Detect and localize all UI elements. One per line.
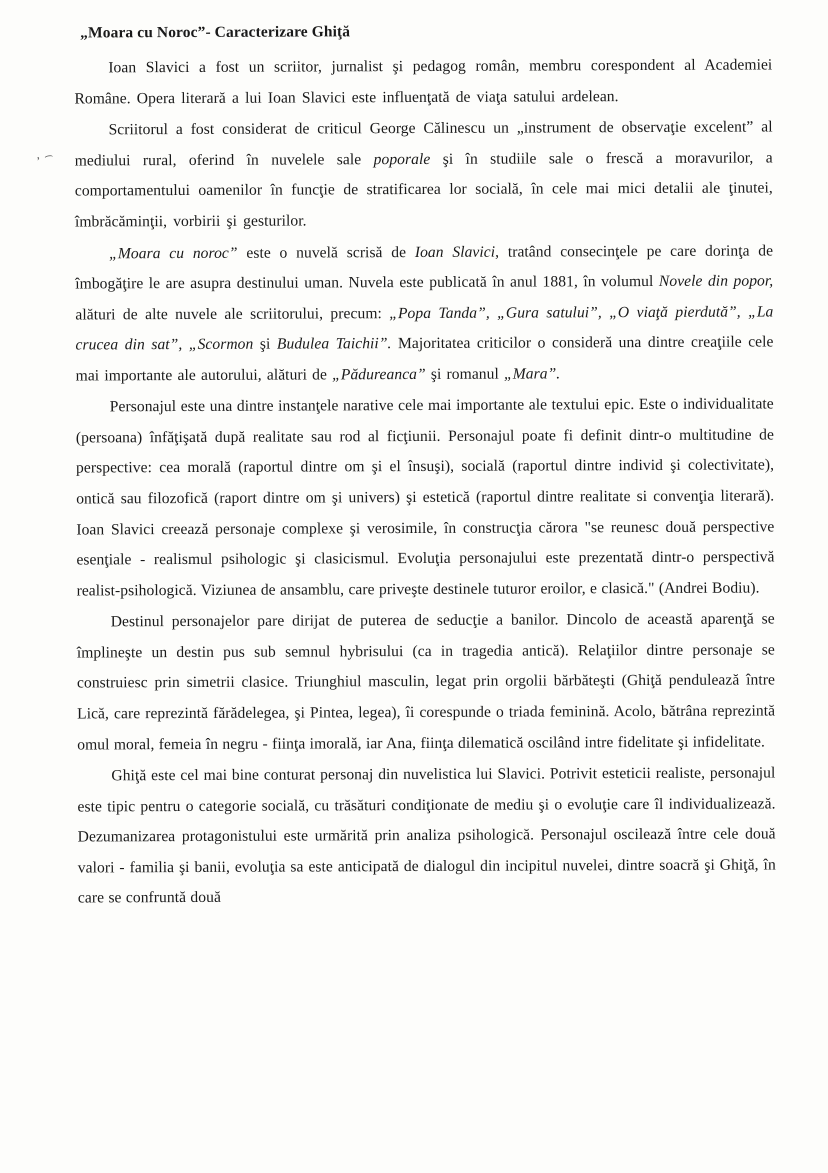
emphasized-text: „Mara”. — [503, 365, 561, 383]
emphasized-text: Novele din popor, — [658, 272, 774, 291]
text-run: Destinul personajelor pare dirijat de puterea de seducţie a banilor. Dincolo de această aparenţă se împlineşte un destin pus sub semnul hybrisului (ca in tragedia antică). Relaţiilor dintre personaje se construiesc prin simetrii clasice. Triunghiul masculin, legat prin orgolii bărbăteşti (Ghiţă pendulează între Lică, care reprezintă fărădelegea, şi Pintea, legea), îi corespunde o triada feminină. Acolo, bătrâna reprezintă omul moral, femeia în negru - fiinţa imorală, iar Ana, fiinţa dilematică oscilând intre fidelitate şi infidelitate. — [76, 610, 776, 753]
margin-stray-mark: ʼ ͡ — [35, 152, 49, 169]
text-run: alături de alte nuvele ale scriitorului, precum: — [75, 304, 390, 324]
text-run: Majoritatea criticilor o consideră una dintre creaţiile cele mai importante ale autorului, alături de — [75, 333, 774, 385]
paragraph-calinescu — [75, 113, 774, 238]
emphasized-text: „Popa Tanda”, „Gura satului”, „O viaţă pierdută”, „La crucea din sat”, „Scormon — [75, 303, 774, 354]
text-run: şi romanul — [425, 365, 505, 383]
emphasized-text: „Pădureanca” — [332, 365, 426, 384]
page-title: „Moara cu Noroc”- Caracterizare Ghiţă — [80, 23, 351, 42]
paragraph-personaj — [76, 390, 775, 607]
paragraph-ghita — [77, 759, 776, 915]
text-run: şi — [253, 335, 277, 353]
paragraph-intro — [74, 51, 772, 115]
emphasized-text: „Moara cu noroc” — [109, 244, 238, 262]
emphasized-text: Ioan Slavici — [414, 243, 496, 261]
paragraph-nuvela — [75, 236, 774, 392]
text-run: Personajul este una dintre instanţele narative cele mai importante ale textului epic. Este o individualitate (persoana) înfăţişată după realitate sau rod al ficţiunii. Personajul poate fi definit dintr-o multitudine de perspective: cea morală (raportul dintre om şi el însuşi), socială (raportul dintre individ şi colectivitate), ontică sau filozofică (raport dintre om şi univers) şi estetică (raportul dintre realitate si convenţia literară). Ioan Slavici creează personaje complexe şi verosimile, în construcţia cărora "se reunesc două perspective esenţiale - realismul psihologic şi clasicismul. Evoluţia personajului este prezentată dintr-o perspectivă realist-psihologică. Viziunea de ansamblu, care priveşte destinele tuturor eroilor, e clasică." (Andrei Bodiu). — [75, 395, 775, 600]
text-run: Ioan Slavici a fost un scriitor, jurnalist şi pedagog român, membru corespondent al Academiei Române. Opera literară a lui Ioan Slavici este influenţată de viaţa satului ardelean. — [74, 56, 773, 108]
text-run: , tratând consecinţele pe care dorinţa de îmbogăţire le are asupra destinului uman. Nuvela este publicată în anul 1881, în volumul — [75, 241, 774, 293]
text-run: Scriitorul a fost considerat de criticul George Călinescu un „instrument de observaţie excelent” al mediului rural, oferind în nuvelele sale — [74, 118, 773, 170]
text-run: şi în studiile sale o frescă a moravurilor, a comportamentului oamenilor în funcţie de stratificarea lor socială, în cele mai mici detalii ale ţinutei, îmbrăcăminţii, vorbirii şi gesturilor. — [74, 149, 773, 231]
emphasized-text: Budulea Taichii”. — [276, 335, 392, 353]
paragraph-destin — [77, 605, 776, 761]
document-body — [74, 51, 776, 915]
text-run: Ghiţă este cel mai bine conturat personaj din nuvelistica lui Slavici. Potrivit esteticii realiste, personajul este tipic pentru o categorie socială, cu trăsături condiţionate de mediu şi o evoluţie care îl individualizează. Dezumanizarea protagonistului este urmărită prin analiza psihologică. Personajul oscilează între cele două valori - familia şi banii, evoluţia sa este anticipată de dialogul din incipitul nuvelei, dintre soacră şi Ghiţă, în care se confruntă două — [77, 764, 776, 907]
text-run: este o nuvelă scrisă de — [237, 243, 415, 262]
emphasized-text: poporale — [373, 150, 431, 169]
